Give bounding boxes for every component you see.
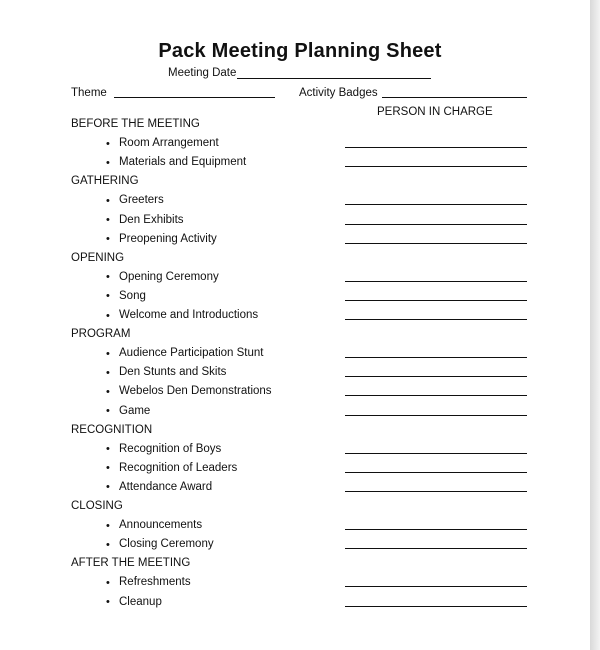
activity-badges-label: Activity Badges [299,87,378,99]
person-in-charge-blank [345,586,527,587]
person-in-charge-blank [345,395,527,396]
activity-badges-blank [382,97,527,98]
bullet-icon: • [106,271,110,284]
person-in-charge-blank [345,243,527,244]
person-in-charge-blank [345,548,527,549]
person-in-charge-blank [345,281,527,282]
agenda-item-label: Materials and Equipment [119,156,247,169]
agenda-item-label: Room Arrangement [119,137,219,150]
bullet-icon: • [106,576,110,589]
agenda-item-label: Recognition of Boys [119,442,222,455]
person-in-charge-blank [345,300,527,301]
person-in-charge-blank [345,491,527,492]
section-heading: PROGRAM [71,328,131,341]
bullet-icon: • [106,462,110,475]
agenda-item-label: Welcome and Introductions [119,309,259,321]
agenda-item-label: Refreshments [119,576,191,589]
person-in-charge-blank [345,224,527,225]
section-heading: AFTER THE MEETING [71,557,191,570]
agenda-item-label: Song [119,289,146,302]
bullet-icon: • [106,290,110,303]
bullet-icon: • [106,233,110,246]
theme-label: Theme [71,87,107,99]
person-in-charge-blank [345,357,527,358]
bullet-icon: • [106,214,110,226]
bullet-icon: • [106,156,110,169]
bullet-icon: • [106,481,110,494]
agenda-item-label: Preopening Activity [119,232,217,245]
agenda-item-label: Announcements [119,519,203,532]
bullet-icon: • [106,309,110,322]
person-in-charge-blank [345,147,527,148]
person-in-charge-blank [345,376,527,377]
person-in-charge-blank [345,472,527,473]
bullet-icon: • [106,596,110,608]
agenda-item-label: Den Exhibits [119,213,184,226]
agenda-item-label: Recognition of Leaders [119,461,238,474]
person-in-charge-blank [345,606,527,607]
bullet-icon: • [106,347,110,360]
theme-blank [114,97,275,98]
section-heading: BEFORE THE MEETING [71,118,200,130]
agenda-item-label: Den Stunts and Skits [119,366,227,379]
bullet-icon: • [106,366,110,379]
person-in-charge-header: PERSON IN CHARGE [377,106,493,118]
agenda-item-label: Audience Participation Stunt [119,347,264,360]
agenda-item-label: Greeters [119,194,164,207]
agenda-item-label: Attendance Award [119,480,213,493]
agenda-item-label: Opening Ceremony [119,270,219,283]
bullet-icon: • [106,519,110,532]
meeting-date-blank [237,78,431,79]
section-heading: CLOSING [71,500,123,512]
bullet-icon: • [106,538,110,551]
person-in-charge-blank [345,415,527,416]
person-in-charge-blank [345,319,527,320]
bullet-icon: • [106,194,110,207]
page-edge-shadow [590,0,600,650]
bullet-icon: • [106,443,110,456]
section-heading: OPENING [71,251,125,264]
agenda-item-label: Game [119,404,151,417]
bullet-icon: • [106,405,110,417]
document-title: Pack Meeting Planning Sheet [158,40,442,62]
person-in-charge-blank [345,204,527,205]
agenda-item-label: Webelos Den Demonstrations [119,385,272,398]
section-heading: RECOGNITION [71,423,153,436]
section-heading: GATHERING [71,175,139,188]
person-in-charge-blank [345,453,527,454]
bullet-icon: • [106,137,110,150]
bullet-icon: • [106,385,110,398]
agenda-item-label: Closing Ceremony [119,538,214,551]
person-in-charge-blank [345,166,527,167]
person-in-charge-blank [345,529,527,530]
meeting-date-label: Meeting Date [168,67,237,79]
agenda-item-label: Cleanup [119,595,162,608]
